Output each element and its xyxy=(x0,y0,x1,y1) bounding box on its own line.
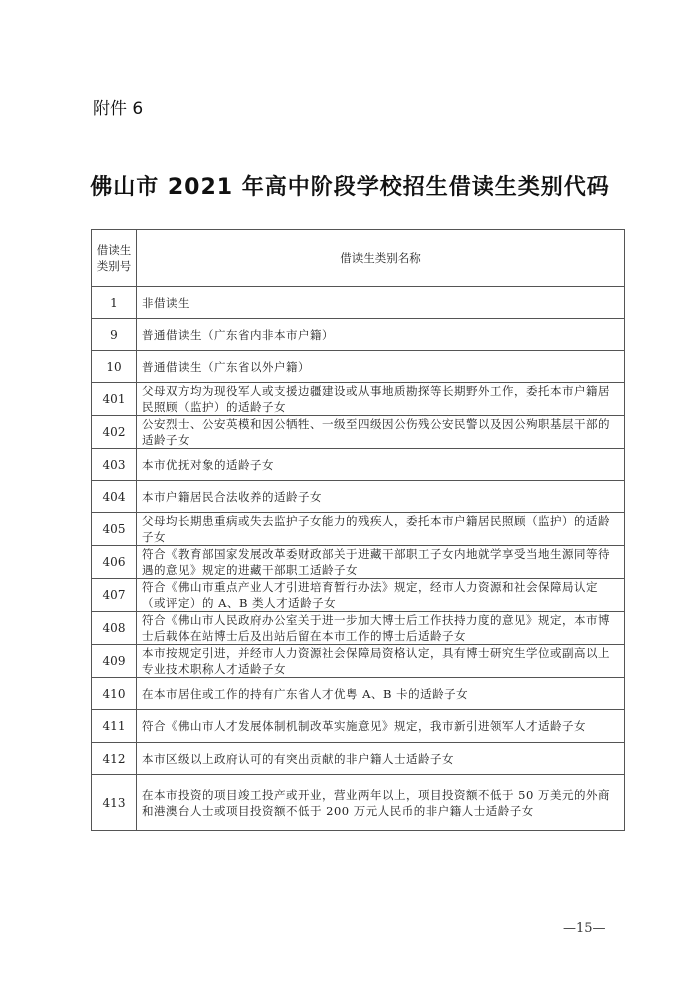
category-code: 405 xyxy=(92,513,137,546)
table-row xyxy=(92,383,625,416)
category-code: 403 xyxy=(92,449,137,481)
category-name: 在本市居住或工作的持有广东省人才优粤 A、B 卡的适龄子女 xyxy=(137,678,625,710)
table-row xyxy=(92,743,625,775)
category-name: 普通借读生（广东省以外户籍） xyxy=(137,351,625,383)
category-code: 410 xyxy=(92,678,137,710)
category-code: 406 xyxy=(92,546,137,579)
category-name: 本市按规定引进，并经市人力资源社会保障局资格认定，具有博士研究生学位或副高以上专业技术职称人才适龄子女 xyxy=(137,645,625,678)
table-row xyxy=(92,678,625,710)
page-title: 佛山市 2021 年高中阶段学校招生借读生类别代码 xyxy=(90,175,610,200)
attachment-label: 附件 6 xyxy=(93,99,144,119)
table-row xyxy=(92,645,625,678)
category-name: 父母均长期患重病或失去监护子女能力的残疾人，委托本市户籍居民照顾（监护）的适龄子女 xyxy=(137,513,625,546)
table-row xyxy=(92,579,625,612)
table-row xyxy=(92,546,625,579)
table-row xyxy=(92,319,625,351)
table-header-row xyxy=(92,230,625,287)
category-name: 非借读生 xyxy=(137,287,625,319)
category-name: 符合《教育部国家发展改革委财政部关于进藏干部职工子女内地就学享受当地生源同等待遇的意见》规定的进藏干部职工适龄子女 xyxy=(137,546,625,579)
header-category-number: 借读生类别号 xyxy=(92,230,137,287)
category-name: 在本市投资的项目竣工投产或开业，营业两年以上，项目投资额不低于 50 万美元的外商和港澳台人士或项目投资额不低于 200 万元人民币的非户籍人士适龄子女 xyxy=(137,775,625,831)
category-code: 412 xyxy=(92,743,137,775)
category-code: 10 xyxy=(92,351,137,383)
table-row xyxy=(92,513,625,546)
category-name: 符合《佛山市人民政府办公室关于进一步加大博士后工作扶持力度的意见》规定，本市博士后载体在站博士后及出站后留在本市工作的博士后适龄子女 xyxy=(137,612,625,645)
table-row xyxy=(92,710,625,743)
category-code-table xyxy=(91,229,625,831)
category-code: 409 xyxy=(92,645,137,678)
table-row xyxy=(92,351,625,383)
category-name: 父母双方均为现役军人或支援边疆建设或从事地质勘探等长期野外工作，委托本市户籍居民照顾（监护）的适龄子女 xyxy=(137,383,625,416)
category-code: 411 xyxy=(92,710,137,743)
category-name: 公安烈士、公安英模和因公牺牲、一级至四级因公伤残公安民警以及因公殉职基层干部的适龄子女 xyxy=(137,416,625,449)
category-code: 402 xyxy=(92,416,137,449)
table-row xyxy=(92,775,625,831)
category-name: 符合《佛山市人才发展体制机制改革实施意见》规定，我市新引进领军人才适龄子女 xyxy=(137,710,625,743)
category-code: 404 xyxy=(92,481,137,513)
category-code: 401 xyxy=(92,383,137,416)
page-number: —15— xyxy=(563,921,606,936)
category-name: 普通借读生（广东省内非本市户籍） xyxy=(137,319,625,351)
category-name: 符合《佛山市重点产业人才引进培育暂行办法》规定，经市人力资源和社会保障局认定（或评定）的 A、B 类人才适龄子女 xyxy=(137,579,625,612)
category-code: 413 xyxy=(92,775,137,831)
category-code: 407 xyxy=(92,579,137,612)
category-code: 1 xyxy=(92,287,137,319)
category-code: 408 xyxy=(92,612,137,645)
category-name: 本市优抚对象的适龄子女 xyxy=(137,449,625,481)
category-name: 本市区级以上政府认可的有突出贡献的非户籍人士适龄子女 xyxy=(137,743,625,775)
table-row xyxy=(92,287,625,319)
header-category-name: 借读生类别名称 xyxy=(137,230,625,287)
table-row xyxy=(92,416,625,449)
table-row xyxy=(92,612,625,645)
category-name: 本市户籍居民合法收养的适龄子女 xyxy=(137,481,625,513)
category-code: 9 xyxy=(92,319,137,351)
table-row xyxy=(92,481,625,513)
table-row xyxy=(92,449,625,481)
